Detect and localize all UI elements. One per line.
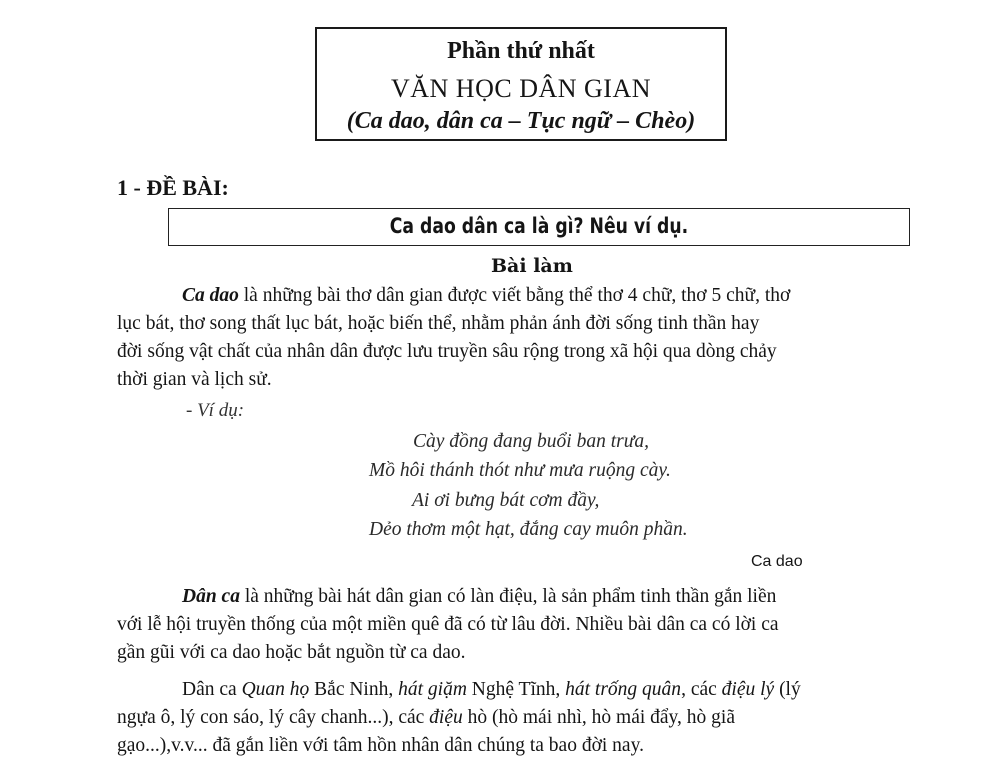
ca-dao-term: Ca dao bbox=[182, 285, 239, 306]
paragraph1-line3: đời sống vật chất của nhân dân được lưu truyền sâu rộng trong xã hội qua dòng chảy bbox=[117, 341, 777, 362]
quan-ho-term: Quan họ bbox=[241, 679, 310, 700]
hat-trong-quan-term: hát trống quân bbox=[565, 679, 682, 700]
dieu-ly-term: điệu lý bbox=[721, 679, 775, 700]
p3-line2-text-c: hò (hò mái nhì, hò mái đẩy, hò giã bbox=[462, 707, 735, 728]
question-text: Ca dao dân ca là gì? Nêu ví dụ. bbox=[389, 214, 689, 238]
main-title: VĂN HỌC DÂN GIAN bbox=[390, 74, 652, 103]
hat-giam-term: hát giặm bbox=[398, 679, 467, 700]
paragraph2-line2: với lễ hội truyền thống của một miền quê đã có từ lâu đời. Nhiều bài dân ca có lời ca bbox=[117, 614, 779, 635]
p3-text-i: (lý bbox=[774, 679, 801, 700]
section-heading: 1 - ĐỀ BÀI: bbox=[117, 175, 229, 200]
paragraph2-line3: gần gũi với ca dao hoặc bắt nguồn từ ca dao. bbox=[117, 642, 466, 663]
p3-line2-text-a: ngựa ô, lý con sáo, lý cây chanh...), các bbox=[117, 707, 430, 728]
poem-line-1: Cày đồng đang buổi ban trưa, bbox=[413, 431, 649, 452]
paragraph1-line1 bbox=[182, 285, 790, 307]
dan-ca-term: Dân ca bbox=[182, 586, 240, 607]
p3-text-c: Bắc Ninh, bbox=[309, 679, 399, 700]
p3-text-a: Dân ca bbox=[182, 679, 242, 700]
poem-line-3: Ai ơi bưng bát cơm đầy, bbox=[412, 490, 600, 511]
paragraph1-line1-text: là những bài thơ dân gian được viết bằng thể thơ 4 chữ, thơ 5 chữ, thơ bbox=[238, 285, 791, 306]
paragraph3-line1 bbox=[182, 679, 801, 701]
part-title: Phần thứ nhất bbox=[447, 38, 595, 64]
paragraph1-line4: thời gian và lịch sử. bbox=[117, 369, 272, 390]
paragraph2-line1 bbox=[182, 586, 776, 608]
answer-heading: Bài làm bbox=[491, 255, 573, 277]
poem-source: Ca dao bbox=[751, 553, 803, 570]
paragraph3-line2 bbox=[117, 707, 735, 729]
p3-text-e: Nghệ Tĩnh, bbox=[466, 679, 566, 700]
poem-line-4: Dẻo thơm một hạt, đắng cay muôn phần. bbox=[369, 519, 688, 540]
paragraph1-line2: lục bát, thơ song thất lục bát, hoặc biến thể, nhằm phản ánh đời sống tinh thần hay bbox=[117, 313, 760, 334]
question-box bbox=[168, 208, 910, 246]
poem-line-2: Mồ hôi thánh thót như mưa ruộng cày. bbox=[369, 460, 671, 481]
p3-text-g: , các bbox=[681, 679, 722, 700]
paragraph2-line1-text: là những bài hát dân gian có làn điệu, là sản phẩm tinh thần gắn liền bbox=[239, 586, 777, 607]
subtitle: (Ca dao, dân ca – Tục ngữ – Chèo) bbox=[346, 108, 696, 134]
title-box bbox=[315, 27, 727, 141]
dieu-term: điệu bbox=[429, 707, 463, 728]
example-label: - Ví dụ: bbox=[186, 400, 245, 421]
paragraph3-line3: gạo...),v.v... đã gắn liền với tâm hồn nhân dân chúng ta bao đời nay. bbox=[117, 735, 644, 756]
